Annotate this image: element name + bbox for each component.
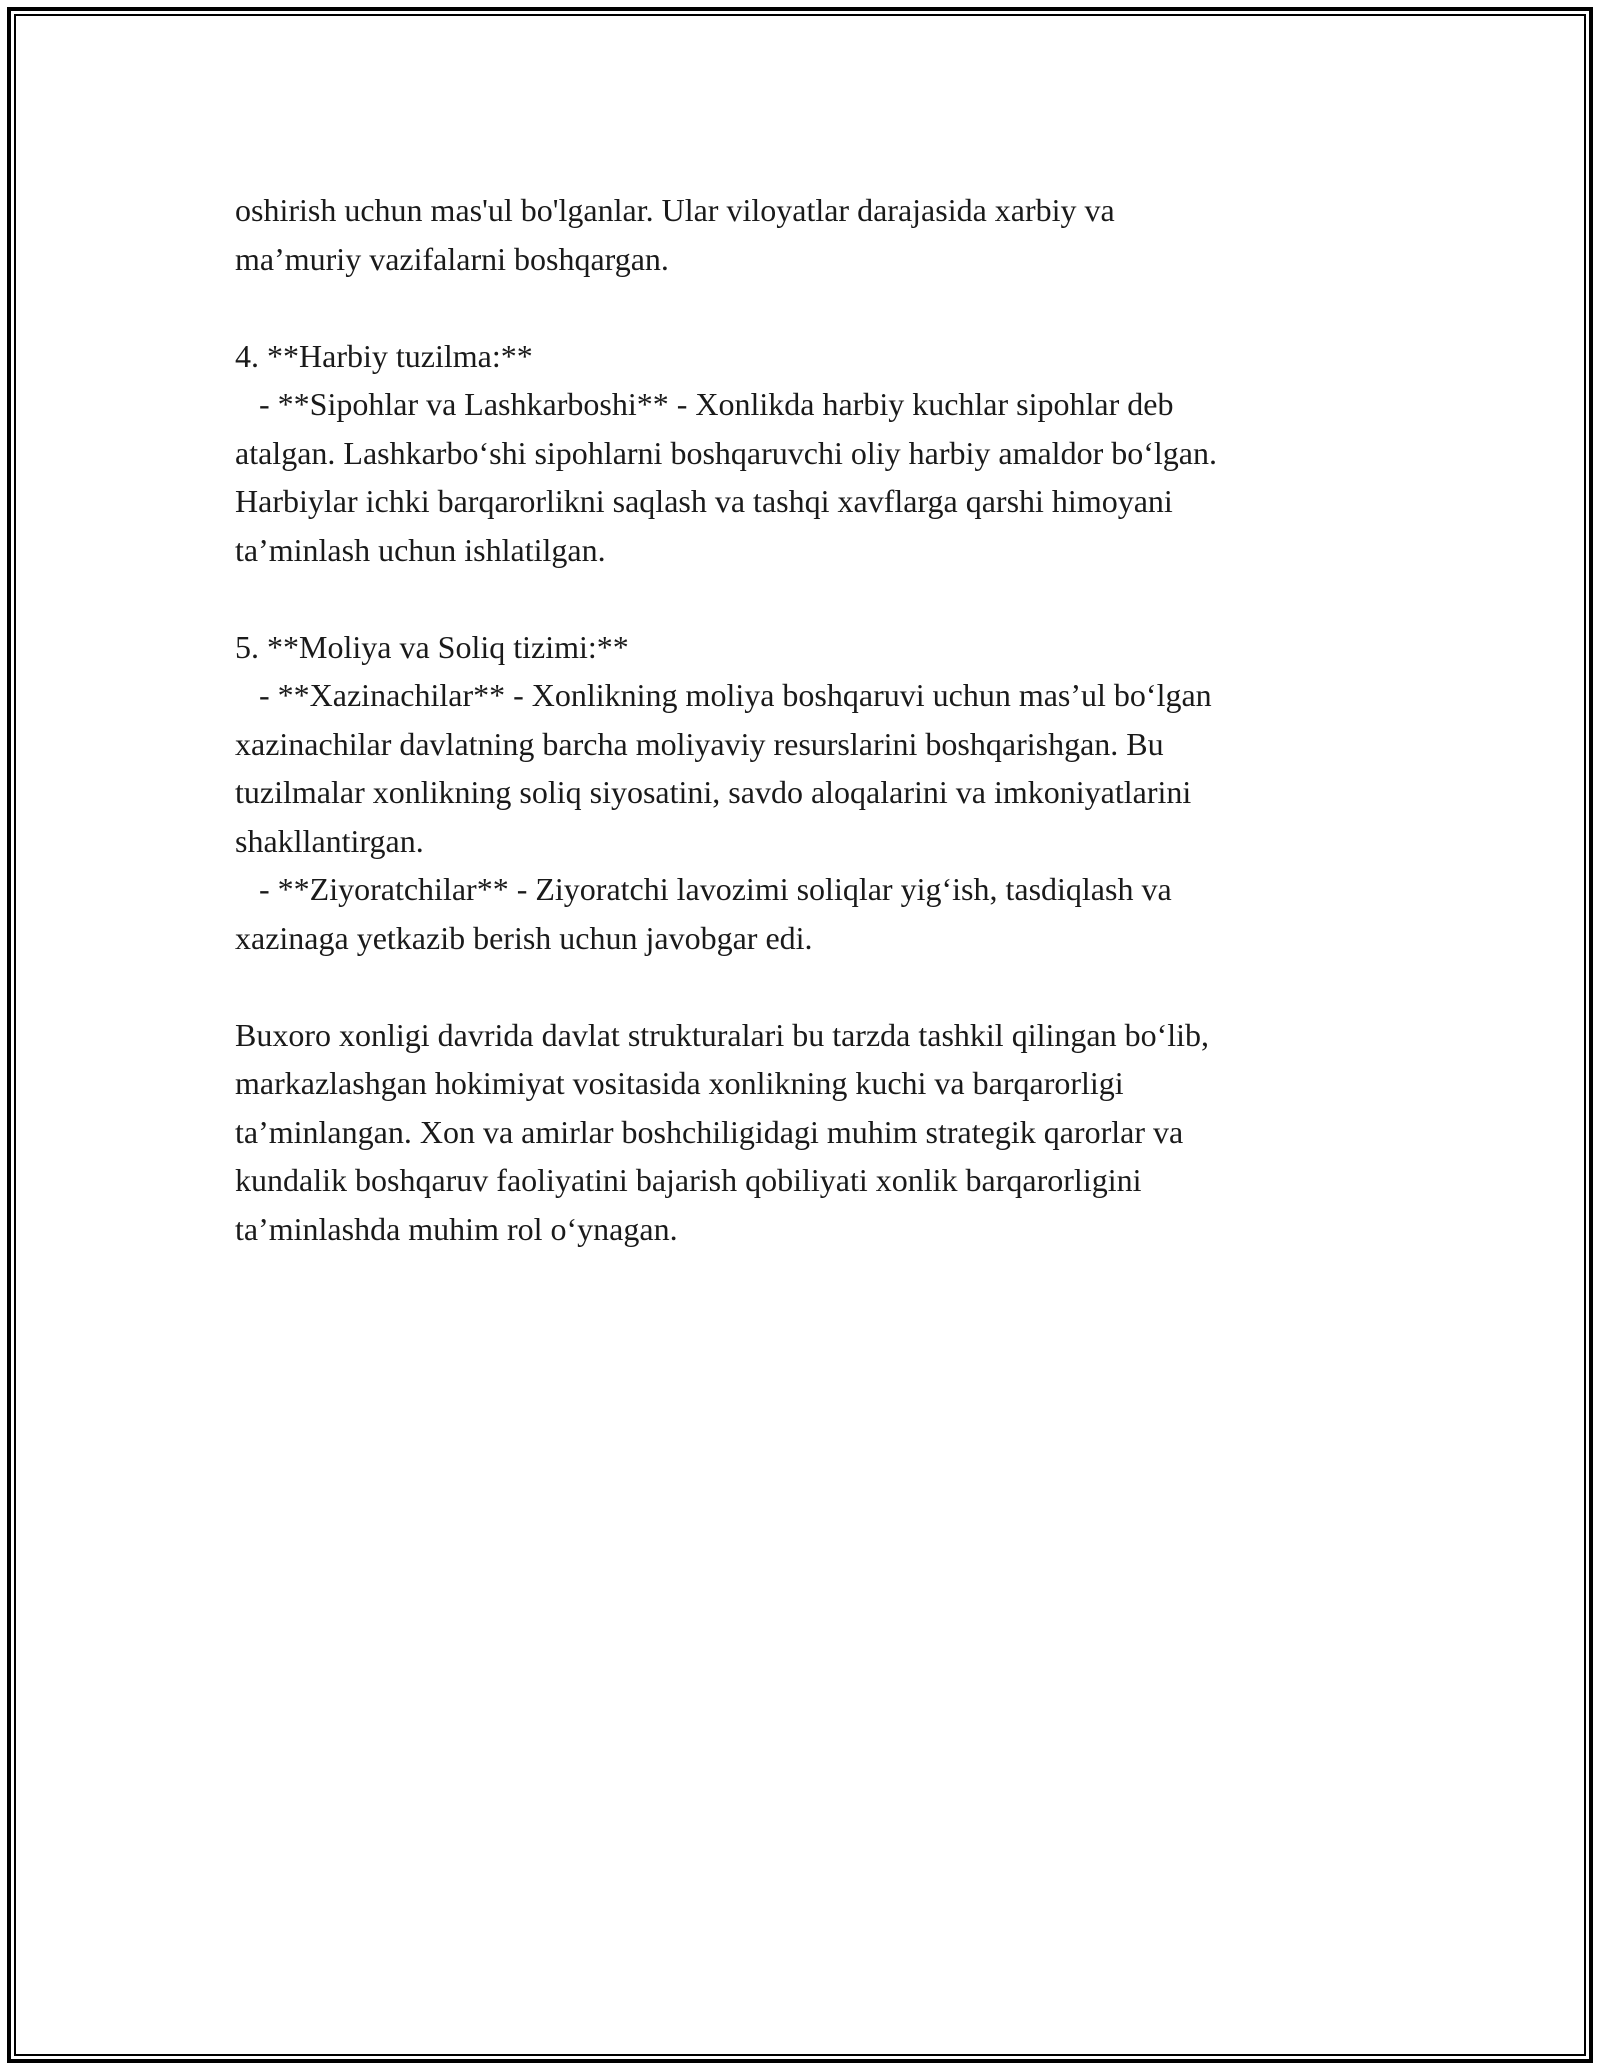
paragraph-conclusion [235,1011,1385,1254]
text-line: - **Sipohlar va Lashkarboshi** - Xonlikda harbiy kuchlar sipohlar deb [235,386,1174,422]
section-heading: 5. **Moliya va Soliq tizimi:** [235,628,629,665]
paragraph-intro-continuation [235,186,1385,283]
text-line: Buxoro xonligi davrida davlat strukturalari bu tarzda tashkil qilingan bo‘lib, [235,1016,1209,1053]
text-line: ta’minlashda muhim rol o‘ynagan. [235,1210,678,1247]
text-line: kundalik boshqaruv faoliyatini bajarish qobiliyati xonlik barqarorligini [235,1162,1142,1198]
text-line: shakllantirgan. [235,822,424,859]
paragraph-gap [235,283,1385,332]
text-line: ma’muriy vazifalarni boshqargan. [235,240,669,277]
text-line: - **Ziyoratchilar** - Ziyoratchi lavozimi soliqlar yig‘ish, tasdiqlash va [235,871,1172,907]
text-line: tuzilmalar xonlikning soliq siyosatini, savdo aloqalarini va imkoniyatlarini [235,774,1192,810]
section-5-moliya-soliq [235,623,1385,963]
text-line: xazinachilar davlatning barcha moliyaviy resurslarini boshqarishgan. Bu [235,725,1164,762]
text-line: markazlashgan hokimiyat vositasida xonlikning kuchi va barqarorligi [235,1065,1124,1101]
section-heading: 4. **Harbiy tuzilma:** [235,337,533,374]
paragraph-gap [235,962,1385,1011]
document-body [235,186,1385,1253]
text-line: xazinaga yetkazib berish uchun javobgar edi. [235,919,813,956]
text-line: - **Xazinachilar** - Xonlikning moliya boshqaruvi uchun mas’ul bo‘lgan [235,677,1212,713]
text-line: ta’minlash uchun ishlatilgan. [235,531,606,568]
paragraph-gap [235,574,1385,623]
text-line: Harbiylar ichki barqarorlikni saqlash va tashqi xavflarga qarshi himoyani [235,483,1173,519]
text-line: oshirish uchun mas'ul bo'lganlar. Ular viloyatlar darajasida xarbiy va [235,192,1115,228]
section-4-harbiy-tuzilma [235,332,1385,575]
text-line: atalgan. Lashkarbo‘shi sipohlarni boshqaruvchi oliy harbiy amaldor bo‘lgan. [235,434,1217,471]
text-line: ta’minlangan. Xon va amirlar boshchiligidagi muhim strategik qarorlar va [235,1113,1184,1150]
